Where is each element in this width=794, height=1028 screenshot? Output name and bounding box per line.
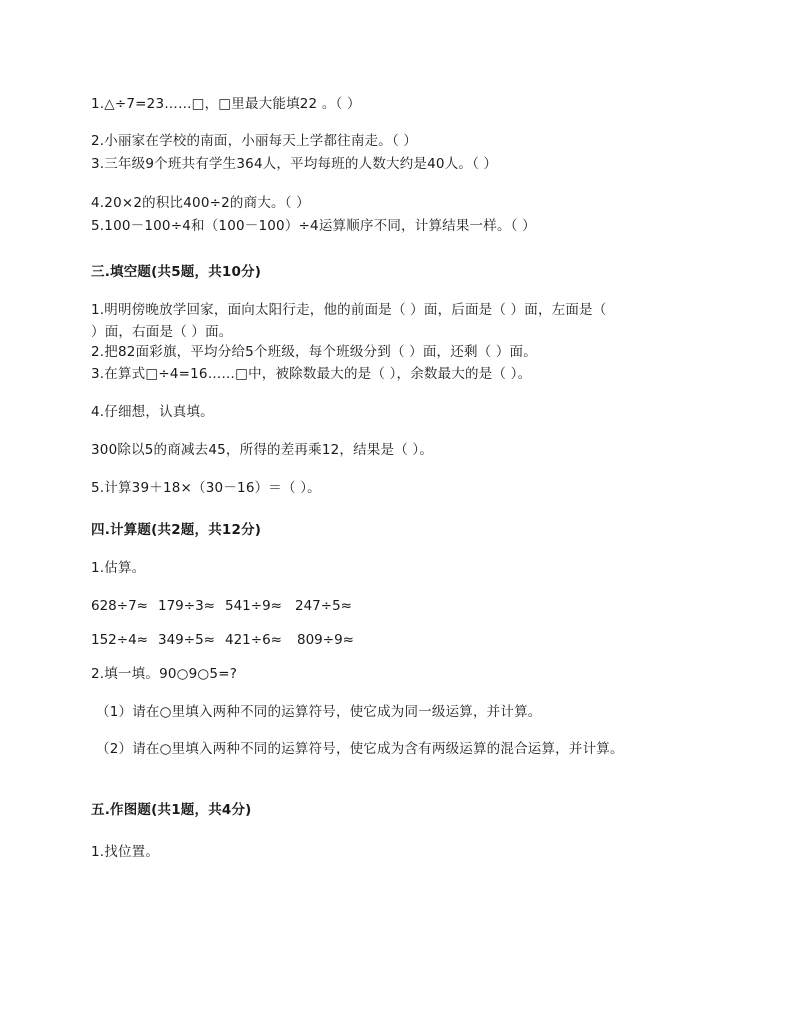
estimate-item: 179÷3≈: [158, 598, 215, 614]
judge-item-2: 2.小丽家在学校的南面，小丽每天上学都往南走。（ ）: [91, 133, 418, 149]
calc-q2-sub2: （2）请在○里填入两种不同的运算符号，使它成为含有两级运算的混合运算，并计算。: [96, 741, 624, 757]
fill-q3: 3.在算式□÷4=16……□中，被除数最大的是（ ），余数最大的是（ ）。: [91, 366, 532, 382]
estimate-item: 541÷9≈: [225, 598, 282, 614]
estimate-item: 247÷5≈: [295, 598, 352, 614]
calc-q2-sub1: （1）请在○里填入两种不同的运算符号，使它成为同一级运算，并计算。: [96, 704, 542, 720]
judge-item-4: 4.20×2的积比400÷2的商大。（ ）: [91, 195, 310, 211]
fill-q4-detail: 300除以5的商减去45，所得的差再乘12，结果是（ ）。: [91, 442, 434, 458]
section-calc-heading: 四.计算题(共2题，共12分): [91, 522, 262, 538]
fill-q1-line2: ）面，右面是（ ）面。: [91, 324, 233, 340]
section-fill-heading: 三.填空题(共5题，共10分): [91, 264, 262, 280]
estimate-item: 628÷7≈: [91, 598, 148, 614]
fill-q1-line1: 1.明明傍晚放学回家，面向太阳行走，他的前面是（ ）面，后面是（ ）面，左面是（: [91, 302, 607, 318]
fill-q5: 5.计算39＋18×（30－16）＝（ ）。: [91, 480, 321, 496]
judge-item-1: 1.△÷7=23……□，□里最大能填22 。（ ）: [91, 96, 361, 112]
judge-item-3: 3.三年级9个班共有学生364人，平均每班的人数大约是40人。（ ）: [91, 156, 498, 172]
estimate-item: 349÷5≈: [158, 632, 215, 648]
estimate-item: 421÷6≈: [225, 632, 282, 648]
calc-q1: 1.估算。: [91, 560, 146, 576]
estimate-item: 152÷4≈: [91, 632, 148, 648]
estimate-row-1: [91, 596, 352, 616]
calc-q2: 2.填一填。90○9○5=?: [91, 666, 238, 682]
draw-q1: 1.找位置。: [91, 844, 160, 860]
section-draw-heading: 五.作图题(共1题，共4分): [91, 802, 252, 818]
estimate-row-2: [91, 630, 354, 650]
fill-q2: 2.把82面彩旗，平均分给5个班级，每个班级分到（ ）面，还剩（ ）面。: [91, 344, 537, 360]
judge-item-5: 5.100－100÷4和（100－100）÷4运算顺序不同，计算结果一样。（ ）: [91, 218, 536, 234]
estimate-item: 809÷9≈: [297, 632, 354, 648]
fill-q4: 4.仔细想，认真填。: [91, 404, 214, 420]
